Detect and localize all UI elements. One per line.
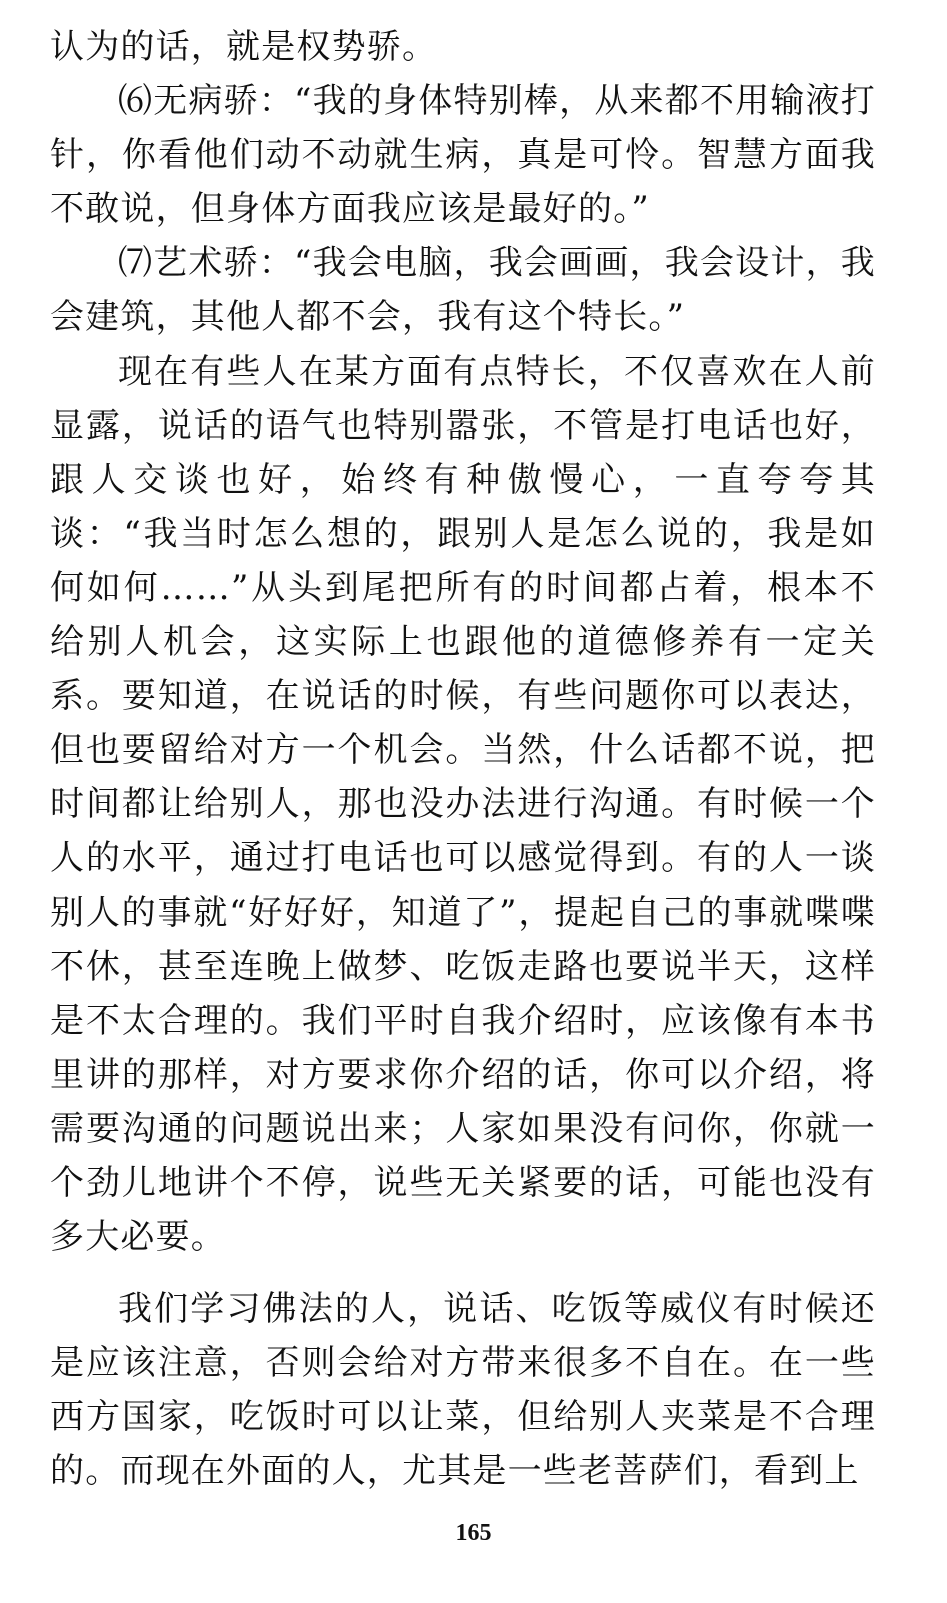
paragraph-item-6: ⑹无病骄：“我的身体特别棒，从来都不用输液打针，你看他们动不动就生病，真是可怜。智慧方面我不敢说，但身体方面我应该是最好的。”: [50, 81, 876, 230]
page-number: 165: [455, 1520, 492, 1546]
paragraph-closing: 我们学习佛法的人，说话、吃饭等威仪有时候还是应该注意，否则会给对方带来很多不自在。在一些西方国家，吃饭时可以让菜，但给别人夹菜是不合理的。而现在外面的人，尤其是一些老菩萨们，看到上: [50, 1289, 876, 1492]
paragraph-item-7: ⑺艺术骄：“我会电脑，我会画画，我会设计，我会建筑，其他人都不会，我有这个特长。”: [50, 243, 876, 338]
page-body: [50, 20, 876, 1499]
paragraph-continuation: 认为的话，就是权势骄。: [50, 27, 438, 67]
paragraph-main: 现在有些人在某方面有点特长，不仅喜欢在人前显露，说话的语气也特别嚣张，不管是打电话也好，跟人交谈也好，始终有种傲慢心，一直夸夸其谈：“我当时怎么想的，跟别人是怎么说的，我是如何如何……”从头到尾把所有的时间都占着，根本不给别人机会，这实际上也跟他的道德修养有一定关系。要知道，在说话的时候，有些问题你可以表达，但也要留给对方一个机会。当然，什么话都不说，把时间都让给别人，那也没办法进行沟通。有时候一个人的水平，通过打电话也可以感觉得到。有的人一谈别人的事就“好好好，知道了”，提起自己的事就喋喋不休，甚至连晚上做梦、吃饭走路也要说半天，这样是不太合理的。我们平时自我介绍时，应该像有本书里讲的那样，对方要求你介绍的话，你可以介绍，将需要沟通的问题说出来；人家如果没有问你，你就一个劲儿地讲个不停，说些无关紧要的话，可能也没有多大必要。: [50, 351, 876, 1258]
